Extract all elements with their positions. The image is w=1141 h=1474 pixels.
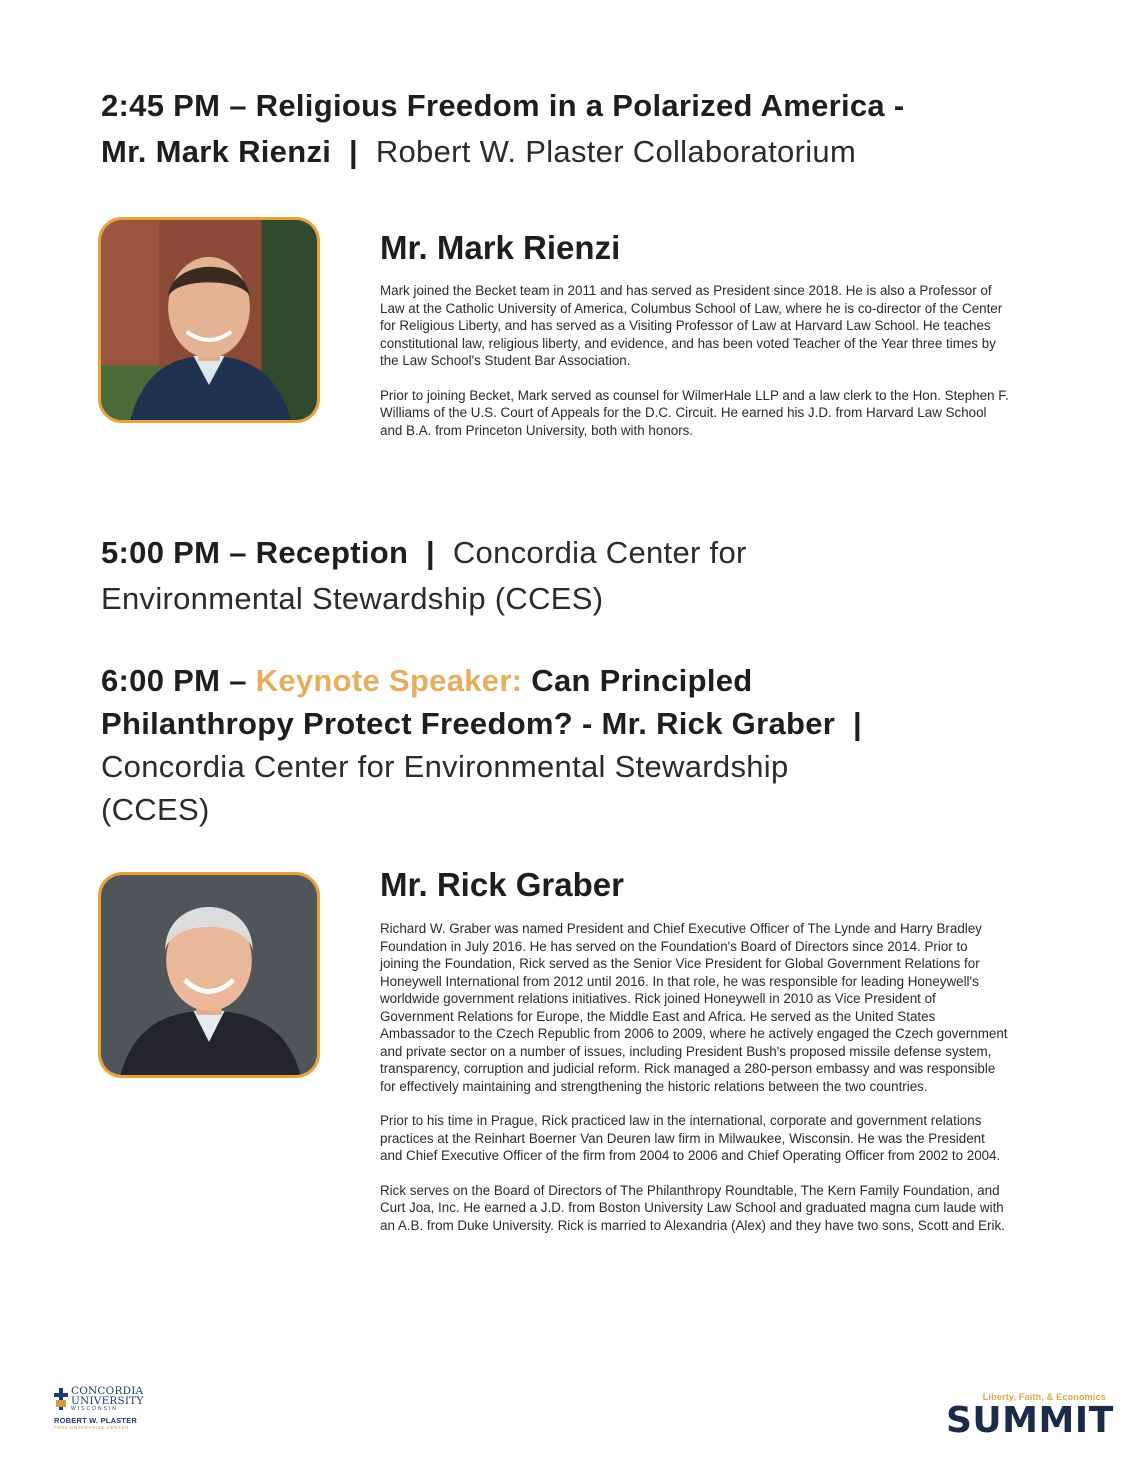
speaker-bio-rienzi — [380, 282, 1010, 456]
speaker-name-graber: Mr. Rick Graber — [380, 866, 624, 903]
session-245-heading: 2:45 PM – Religious Freedom in a Polarized America - Mr. Mark Rienzi | Robert W. Plaster Collaboratorium — [101, 88, 905, 169]
bio-paragraph: Prior to joining Becket, Mark served as counsel for WilmerHale LLP and a law clerk to the Hon. Stephen F. Williams of the U.S. Court of Appeals for the D.C. Circuit. He earned his J.D. from Harvard Law School and B.A. from Princeton University, both with honors. — [380, 387, 1009, 438]
speaker-bio-graber — [380, 920, 1010, 1251]
speaker-photo-rienzi — [98, 217, 320, 423]
session-title: Religious Freedom in a Polarized America - — [255, 88, 905, 123]
state-name: WISCONSIN — [71, 1406, 118, 1412]
bio-paragraph: Prior to his time in Prague, Rick practiced law in the international, corporate and government relations practices at the Reinhart Boerner Van Deuren law firm in Milwaukee, Wisconsin. He was the President and Chief Executive Officer of the firm from 2004 to 2006 and Chief Operating Officer from 2002 to 2004. — [380, 1113, 1001, 1163]
session-500-heading: 5:00 PM – Reception | Concordia Center for Environmental Stewardship (CCES) — [101, 535, 747, 616]
session-location-cont: Environmental Stewardship (CCES) — [101, 581, 604, 616]
session-time: 5:00 PM — [101, 535, 221, 570]
university-name: UNIVERSITY — [71, 1395, 144, 1407]
bio-paragraph: Mark joined the Becket team in 2011 and has served as President since 2018. He is also a Professor of Law at the Catholic University of America, Columbus School of Law, where he is co-director of the Center for Religious Liberty, and has served as a Visiting Professor of Law at Harvard Law School. He teaches constitutional law, religious liberty, and evidence, and has been voted Teacher of the Year three times by the Law School's Student Bar Association. — [380, 283, 1003, 368]
summit-logo — [946, 1392, 1114, 1446]
session-location: Concordia Center for — [452, 535, 747, 570]
speaker-name-rienzi: Mr. Mark Rienzi — [380, 229, 621, 266]
session-title: Reception — [255, 535, 409, 570]
summit-tagline: Liberty, Faith, & Economics — [982, 1392, 1106, 1402]
session-600-heading: 6:00 PM – Keynote Speaker: Can Principled Philanthropy Protect Freedom? - Mr. Rick Graber | Concordia Center for Environmental Stewardship (CCES) — [101, 663, 862, 827]
speaker-photo-graber — [98, 872, 320, 1078]
session-title: Can Principled — [531, 663, 753, 698]
keynote-label: Keynote Speaker: — [255, 663, 523, 698]
session-location: Robert W. Plaster Collaboratorium — [375, 134, 857, 169]
session-location: Concordia Center for Environmental Stewardship — [101, 749, 789, 784]
cross-icon — [54, 1388, 68, 1410]
concordia-plaster-logo — [54, 1386, 154, 1448]
plaster-sub: FREE ENTERPRISE CENTER — [54, 1425, 129, 1430]
session-location-cont: (CCES) — [101, 792, 210, 827]
plaster-name: ROBERT W. PLASTER — [54, 1416, 137, 1425]
bio-paragraph: Rick serves on the Board of Directors of The Philanthropy Roundtable, The Kern Family Foundation, and Curt Joa, Inc. He earned a J.D. from Boston University Law School and graduated magna cum laude with an A.B. from Duke University. Rick is married to Alexandria (Alex) and they have two sons, Scott and Erik. — [380, 1182, 1005, 1233]
session-time: 2:45 PM — [101, 88, 221, 123]
bio-paragraph: Richard W. Graber was named President and Chief Executive Officer of The Lynde and Harry Bradley Foundation in July 2016. He has served on the Foundation's Board of Directors since 2014. Prior to joining the Foundation, Rick served as the Senior Vice President for Global Government Relations for Honeywell International from 2012 until 2016. In that role, he was responsible for leading Honeywell's worldwide government relations initiatives. Rick joined Honeywell in 2010 as Vice President of Government Relations for Europe, the Middle East and Africa. He served as the United States Ambassador to the Czech Republic from 2006 to 2009, where he actively engaged the Czech government and private sector on a number of issues, including President Bush's proposed missile defense system, transparency, corruption and judicial reform. Rick managed a 280-person embassy and was responsible for effectively maintaining and strengthening the historic relations between the two countries. — [380, 921, 1008, 1094]
session-title-cont: Philanthropy Protect Freedom? - Mr. Rick Graber — [101, 706, 836, 741]
session-time: 6:00 PM — [101, 663, 221, 698]
session-speaker: Mr. Mark Rienzi — [101, 134, 332, 169]
summit-wordmark: SUMMIT — [946, 1400, 1114, 1441]
concordia-name: CONCORDIA — [71, 1385, 144, 1397]
